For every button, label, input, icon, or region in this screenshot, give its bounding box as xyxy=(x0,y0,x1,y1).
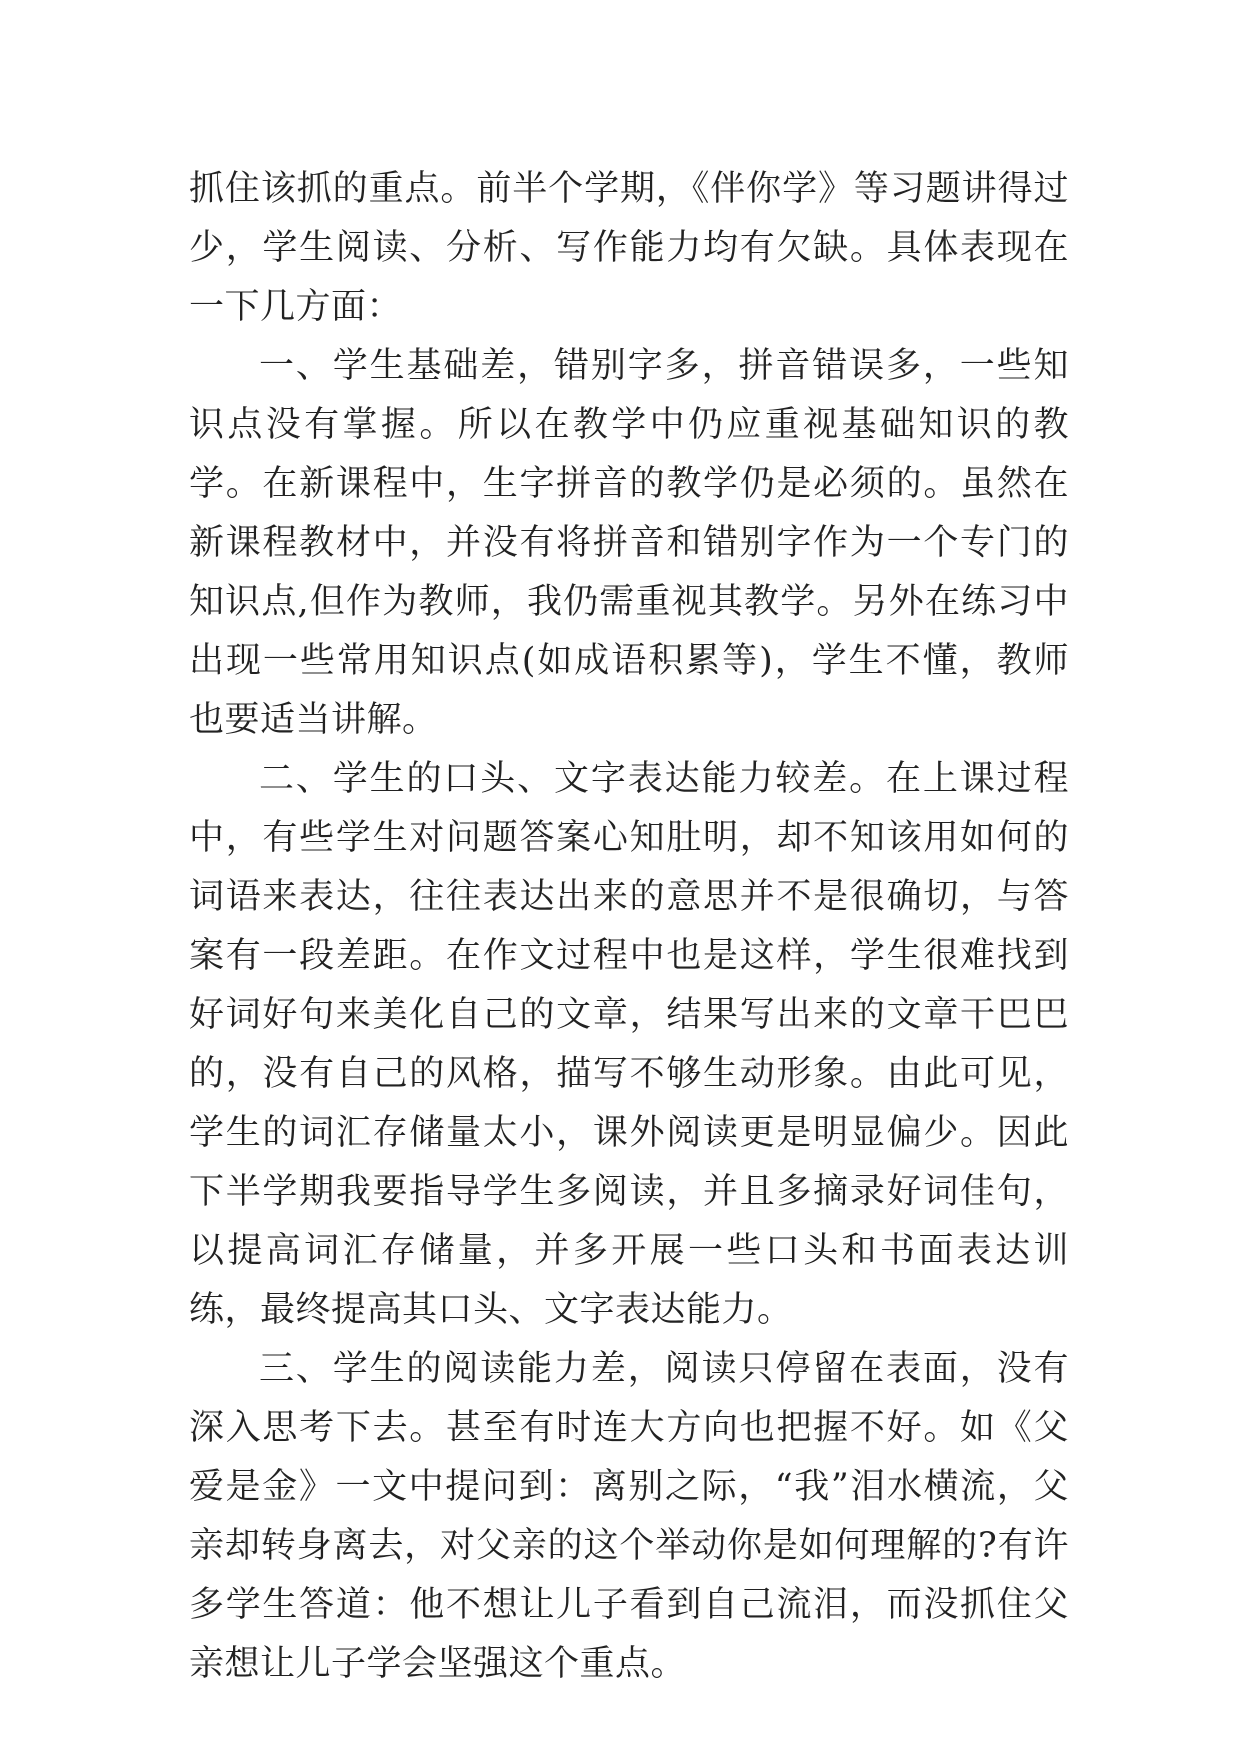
paragraph-point-two: 二、学生的口头、文字表达能力较差。在上课过程中，有些学生对问题答案心知肚明，却不知该用如何的词语来表达，往往表达出来的意思并不是很确切，与答案有一段差距。在作文过程中也是这样，学生很难找到好词好句来美化自己的文章，结果写出来的文章干巴巴的，没有自己的风格，描写不够生动形象。由此可见，学生的词汇存储量太小，课外阅读更是明显偏少。因此下半学期我要指导学生多阅读，并且多摘录好词佳句，以提高词汇存储量，并多开展一些口头和书面表达训练，最终提高其口头、文字表达能力。 xyxy=(189,759,1069,1330)
paragraph-point-one: 一、学生基础差，错别字多，拼音错误多，一些知识点没有掌握。所以在教学中仍应重视基础知识的教学。在新课程中，生字拼音的教学仍是必须的。虽然在新课程教材中，并没有将拼音和错别字作为一个专门的知识点,但作为教师，我仍需重视其教学。另外在练习中出现一些常用知识点(如成语积累等)，学生不懂，教师也要适当讲解。 xyxy=(189,346,1069,740)
paragraph-intro: 抓住该抓的重点。前半个学期，《伴你学》等习题讲得过少，学生阅读、分析、写作能力均有欠缺。具体表现在一下几方面： xyxy=(189,169,1069,327)
document-body xyxy=(189,160,1069,1694)
paragraph-point-three: 三、学生的阅读能力差，阅读只停留在表面，没有深入思考下去。甚至有时连大方向也把握不好。如《父爱是金》一文中提问到：离别之际，“我”泪水横流，父亲却转身离去，对父亲的这个举动你是如何理解的?有许多学生答道：他不想让儿子看到自己流泪，而没抓住父亲想让儿子学会坚强这个重点。 xyxy=(189,1349,1069,1684)
